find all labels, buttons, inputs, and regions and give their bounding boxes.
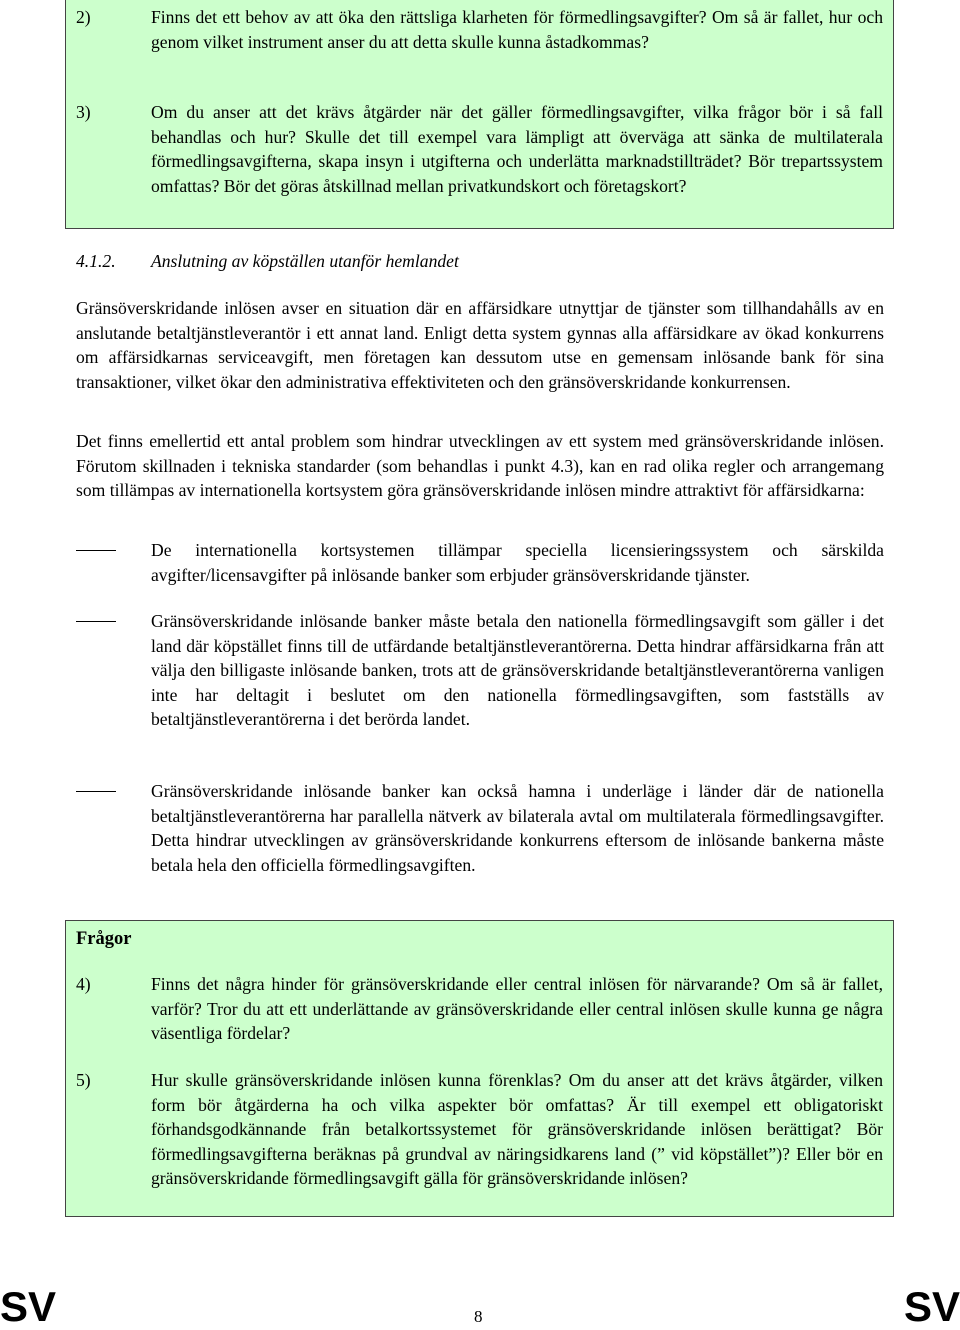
question-text: Om du anser att det krävs åtgärder när det gäller förmedlingsavgifter, vilka frågor bör i så fall behandlas och hur? Skulle det till exempel vara lämpligt att överväga att sänka de multilaterala förmedlingsavgifterna, skapa insyn i utgifterna och underlätta marknadstillträdet? Bör trepartssystem omfattas? Bör det göras åtskillnad mellan privatkundskort och företagskort? (151, 102, 883, 196)
paragraph: Det finns emellertid ett antal problem som hindrar utvecklingen av ett system med gränsöverskridande inlösen. Förutom skillnaden i tekniska standarder (som behandlas i punkt 4.3), kan en rad olika regler och arrangemang som tillämpas av internationella kortsystem göra gränsöverskridande inlösen mindre attraktivt för affärsidkarna: (76, 431, 884, 501)
question-text: Finns det några hinder för gränsöverskridande eller central inlösen för närvarande? Om så är fallet, varför? Tror du att ett underlättande av gränsöverskridande eller central inlösen skulle kunna ge några väsentliga fördelar? (151, 974, 883, 1044)
dash-bullet (76, 550, 116, 551)
question-number: 4) (76, 974, 91, 994)
list-item-text: Gränsöverskridande inlösande banker kan också hamna i underläge i länder där de nationella betaltjänstleverantörerna har parallella nätverk av bilaterala avtal om multilaterala förmedlingsavgifter. Detta hindrar utvecklingen av gränsöverskridande konkurrens eftersom de inlösande bankerna måste betala hela den officiella förmedlingsavgiften. (151, 781, 884, 875)
section-number: 4.1.2. (76, 251, 116, 271)
dash-bullet (76, 621, 116, 622)
questions-box-bottom (65, 920, 894, 1217)
question-number: 5) (76, 1070, 91, 1090)
list-item-text: De internationella kortsystemen tillämpar speciella licensieringssystem och särskilda avgifter/licensavgifter på inlösande banker som erbjuder gränsöverskridande tjänster. (151, 540, 884, 585)
question-text: Finns det ett behov av att öka den rättsliga klarheten för förmedlingsavgifter? Om så är fallet, hur och genom vilket instrument anser du att detta skulle kunna åstadkommas? (151, 7, 883, 52)
language-code-right: SV (903, 1283, 960, 1330)
question-number: 2) (76, 7, 91, 27)
section-title: Anslutning av köpställen utanför hemlandet (151, 251, 459, 271)
paragraph: Gränsöverskridande inlösen avser en situation där en affärsidkare utnyttjar de tjänster som tillhandahålls av en anslutande betaltjänstleverantör i ett annat land. Enligt detta system gynnas alla affärsidkare av ökad konkurrens om affärsidkarnas serviceavgift, men företagen kan dessutom utse en gemensam inlösande bank för sina transaktioner, vilket ökar den administrativa effektiviteten och den gränsöverskridande konkurrensen. (76, 298, 884, 392)
dash-bullet (76, 791, 116, 792)
section-heading (76, 249, 459, 274)
questions-box-top (65, 0, 894, 229)
question-text: Hur skulle gränsöverskridande inlösen kunna förenklas? Om du anser att det krävs åtgärder, vilken form bör åtgärderna ha och vilka aspekter bör omfattas? Är till exempel ett obligatoriskt förhandsgodkännande från betalkortssystemet för gränsöverskridande inlösen berättigat? Bör förmedlingsavgifterna beräknas på grundval av näringsidkarens land (” vid köpstället”)? Eller bör en gränsöverskridande förmedlingsavgift gälla för gränsöverskridande inlösen? (151, 1070, 883, 1189)
questions-heading: Frågor (76, 929, 132, 949)
page-number: 8 (474, 1307, 483, 1326)
language-code-left: SV (0, 1283, 57, 1330)
question-number: 3) (76, 102, 91, 122)
list-item-text: Gränsöverskridande inlösande banker måste betala den nationella förmedlingsavgift som gäller i det land där köpstället finns till de utfärdande betaltjänstleverantörerna. Detta hindrar affärsidkarna från att välja den billigaste inlösande banken, trots att de gränsöverskridande betaltjänstleverantörerna vanligen inte har deltagit i beslutet om den nationella förmedlingsavgiften, som fastställs av betaltjänstleverantörerna i det berörda landet. (151, 611, 884, 730)
